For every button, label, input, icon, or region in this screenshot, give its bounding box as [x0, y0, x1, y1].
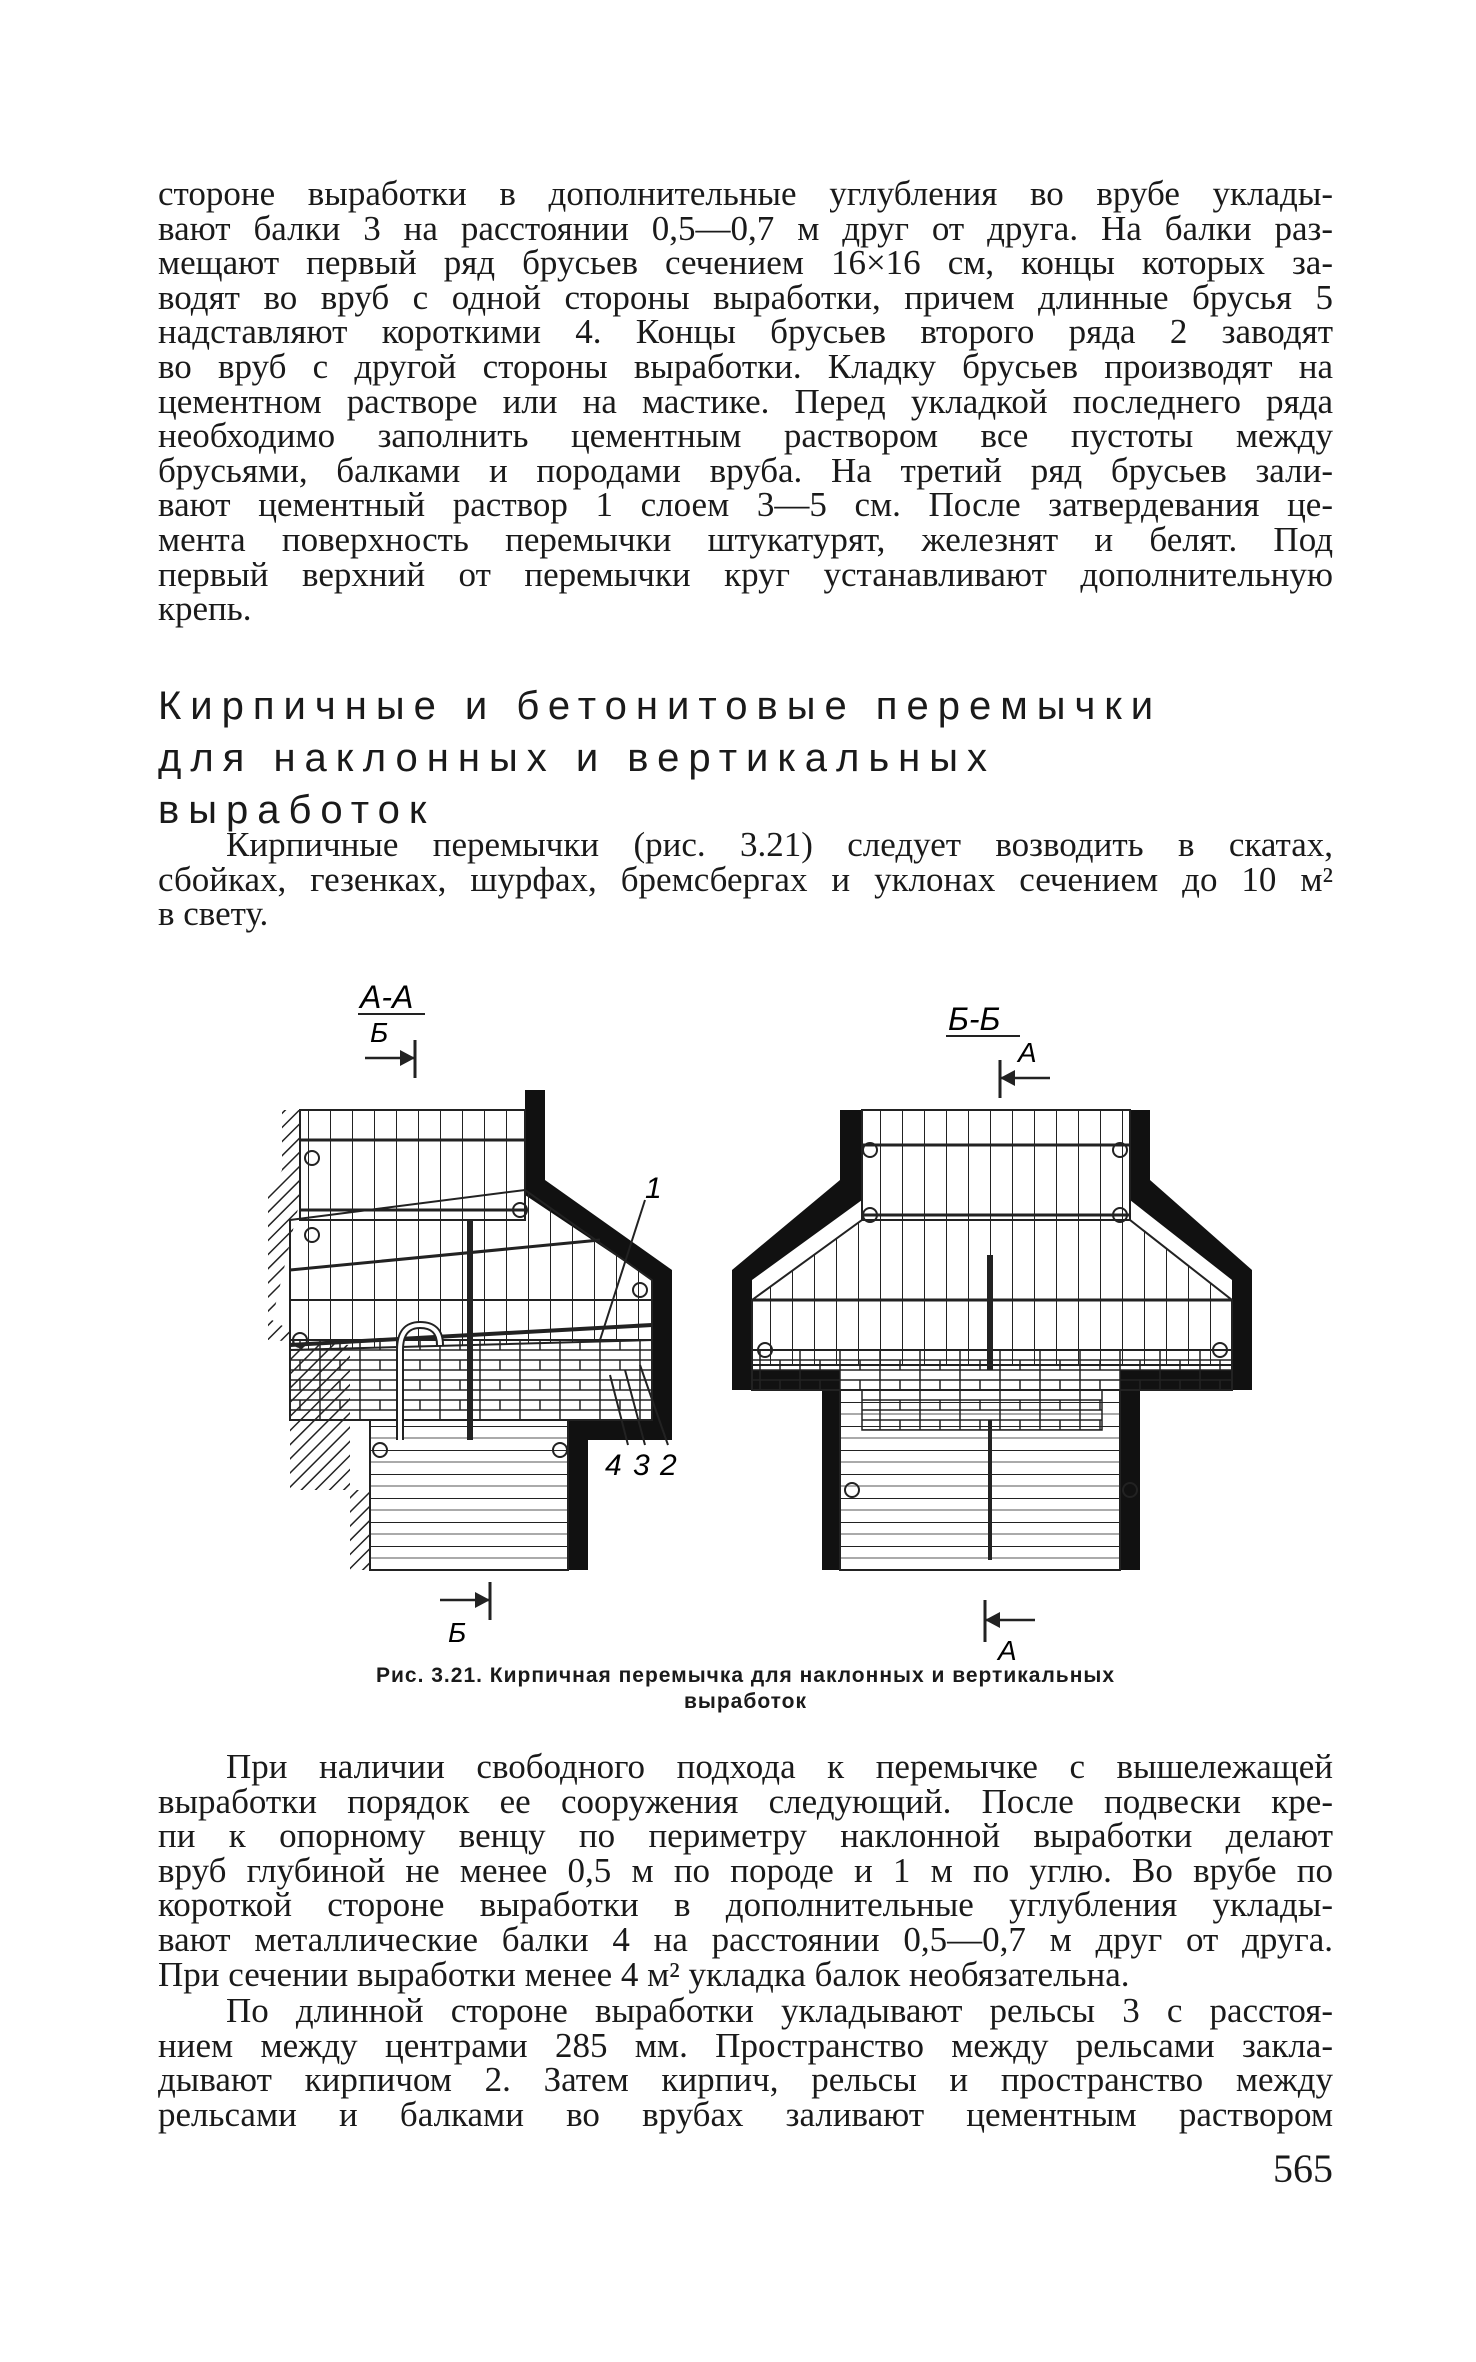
left-top-marker: Б [370, 1017, 389, 1048]
heading-line: Кирпичные и бетонитовые перемычки [158, 684, 1163, 728]
text-line: вруб глубиной не менее 0,5 м по породе и 1 м по углю. Во врубе по [158, 1850, 1333, 1890]
caption-line: выработок [684, 1690, 807, 1713]
text-line: мента поверхность перемычки штукатурят, железнят и белят. Под [158, 519, 1333, 559]
right-top-marker: А [1018, 1037, 1037, 1068]
right-bottom-marker: А [998, 1635, 1017, 1666]
text-line: При наличии свободного подхода к перемычке с вышележащей [226, 1747, 1333, 1786]
left-bottom-marker: Б [448, 1617, 467, 1648]
figure-caption [158, 1663, 1333, 1715]
text-line: выработки порядок ее сооружения следующий. После подвески кре- [158, 1781, 1333, 1821]
callout-3: 3 [633, 1449, 650, 1482]
text-line: мещают первый ряд брусьев сечением 16×16 см, концы которых за- [158, 243, 1333, 283]
text-line: сбойках, гезенках, шурфах, бремсбергах и уклонах сечением до 10 м² [158, 859, 1333, 899]
paragraph-4 [158, 1991, 1333, 2134]
text-line: во вруб с другой стороны выработки. Кладку брусьев производят на [158, 346, 1333, 386]
text-line: стороне выработки в дополнительные углубления во врубе уклады- [158, 174, 1333, 213]
text-line: крепь. [158, 589, 252, 629]
callout-1: 1 [645, 1172, 662, 1205]
text-line: брусьями, балками и породами вруба. На третий ряд брусьев зали- [158, 450, 1333, 490]
text-line: водят во вруб с одной стороны выработки, причем длинные брусья 5 [158, 277, 1333, 317]
right-section-label: Б-Б [948, 1001, 1001, 1037]
left-section-drawing [268, 979, 677, 1648]
text-line: первый верхний от перемычки круг устанавливают дополнительную [158, 554, 1333, 594]
left-section-label: А-А [360, 979, 414, 1015]
text-line: надставляют короткими 4. Концы брусьев второго ряда 2 заводят [158, 312, 1333, 352]
right-section-drawing [732, 1001, 1252, 1666]
text-line: необходимо заполнить цементным раствором все пустоты между [158, 416, 1333, 456]
text-line: вают металлические балки 4 на расстоянии 0,5—0,7 м друг от друга. [158, 1919, 1333, 1959]
text-line: рельсами и балками во врубах заливают цементным раствором [158, 2094, 1333, 2134]
heading-line: выработок [158, 788, 436, 832]
page-number: 565 [1273, 2146, 1333, 2191]
paragraph-2 [158, 825, 1333, 934]
caption-line: Рис. 3.21. Кирпичная перемычка для наклонных и вертикальных [375, 1664, 1115, 1687]
text-line: При сечении выработки менее 4 м² укладка балок необязательна. [158, 1954, 1130, 1994]
callout-4: 4 [605, 1449, 622, 1482]
text-line: вают балки 3 на расстоянии 0,5—0,7 м друг от друга. На балки раз- [158, 208, 1333, 248]
callout-2: 2 [660, 1449, 677, 1482]
text-line: вают цементный раствор 1 слоем 3—5 см. После затвердевания це- [158, 485, 1333, 525]
section-heading [158, 680, 1333, 836]
text-line: дывают кирпичом 2. Затем кирпич, рельсы и пространство между [158, 2060, 1333, 2100]
text-line: пи к опорному венцу по периметру наклонной выработки делают [158, 1816, 1333, 1856]
text-line: в свету. [158, 894, 269, 934]
text-line: нием между центрами 285 мм. Пространство между рельсами закла- [158, 2025, 1333, 2065]
text-line: короткой стороне выработки в дополнительные углубления уклады- [158, 1885, 1333, 1925]
text-line: По длинной стороне выработки укладывают рельсы 3 с расстоя- [226, 1991, 1333, 2030]
heading-line: для наклонных и вертикальных [158, 736, 996, 780]
paragraph-1 [158, 174, 1333, 629]
paragraph-3 [158, 1747, 1333, 1994]
text-line: Кирпичные перемычки (рис. 3.21) следует возводить в скатах, [226, 825, 1333, 864]
text-line: цементном растворе или на мастике. Перед укладкой последнего ряда [158, 381, 1333, 421]
figure-3-21 [0, 970, 1476, 1670]
